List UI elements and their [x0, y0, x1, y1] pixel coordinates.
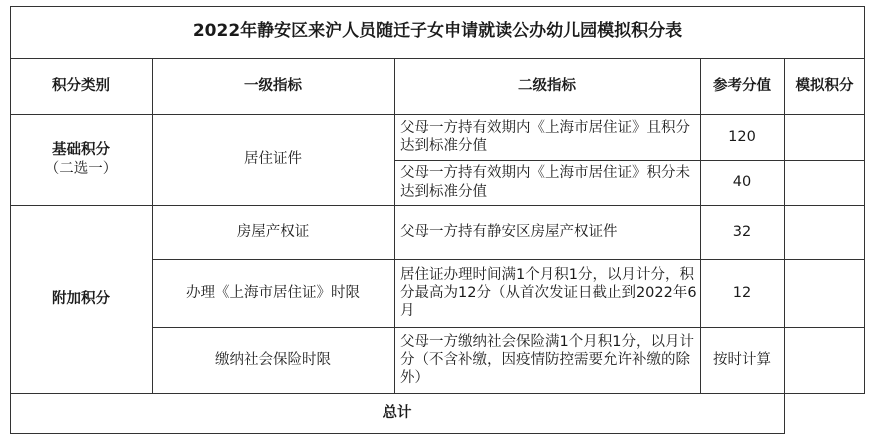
basic-category-label: 基础积分	[52, 142, 110, 159]
header-ref-score: 参考分值	[713, 77, 771, 94]
header-level2: 二级指标	[518, 77, 576, 94]
extra-row-3-level1: 缴纳社会保险时限	[215, 351, 331, 368]
extra-row-3-level2: 父母一方缴纳社会保险满1个月积1分，以月计分（不含补缴，因疫情防控需要允许补缴的除外）	[400, 333, 694, 387]
extra-row-1-level2: 父母一方持有静安区房屋产权证件	[400, 223, 618, 240]
basic-row-2-score: 40	[732, 174, 752, 191]
rule-basic-bottom	[10, 205, 865, 206]
rule-right	[864, 6, 865, 393]
rule-extra-2	[152, 327, 865, 328]
rule-extra-bottom	[10, 393, 865, 394]
extra-category: 附加积分	[52, 290, 110, 307]
extra-row-1-score: 32	[732, 223, 752, 240]
rule-extra-1	[152, 259, 865, 260]
extra-row-2-sim[interactable]	[784, 259, 865, 327]
table-title: 2022年静安区来沪人员随迁子女申请就读公办幼儿园模拟积分表	[192, 21, 683, 42]
rule-top	[10, 6, 865, 7]
extra-row-2-level2: 居住证办理时间满1个月积1分，以月计分，积分最高为12分（从首次发证日截止到2022年6月	[400, 266, 697, 320]
header-sim-score: 模拟积分	[795, 77, 854, 94]
rule-col-1	[152, 58, 153, 393]
basic-category	[10, 114, 152, 205]
rule-col-4	[784, 58, 785, 434]
total-value[interactable]	[784, 393, 865, 434]
header-category: 积分类别	[52, 77, 110, 94]
basic-category-note: （二选一）	[44, 160, 118, 177]
rule-header-bottom	[10, 114, 865, 115]
rule-basic-split	[394, 160, 865, 161]
basic-row-2-sim[interactable]	[784, 160, 865, 205]
basic-row-1-sim[interactable]	[784, 114, 865, 160]
basic-row-1-score: 120	[728, 128, 756, 145]
rule-col-2	[394, 58, 395, 393]
header-level1: 一级指标	[244, 77, 302, 94]
extra-row-2-level1: 办理《上海市居住证》时限	[186, 284, 360, 301]
basic-level1: 居住证件	[244, 151, 302, 168]
extra-row-2-score: 12	[732, 284, 752, 301]
extra-row-1-sim[interactable]	[784, 205, 865, 259]
basic-row-1-level2: 父母一方持有效期内《上海市居住证》且积分达到标准分值	[400, 119, 690, 154]
extra-row-3-score: 按时计算	[713, 351, 771, 368]
rule-col-3	[700, 58, 701, 393]
total-label: 总计	[382, 405, 412, 422]
basic-row-2-level2: 父母一方持有效期内《上海市居住证》积分未达到标准分值	[400, 165, 690, 200]
score-table	[10, 6, 865, 434]
extra-row-3-sim[interactable]	[784, 327, 865, 393]
rule-left	[10, 6, 11, 434]
rule-bottom	[10, 433, 784, 434]
rule-title-bottom	[10, 58, 865, 59]
extra-row-1-level1: 房屋产权证	[236, 223, 310, 240]
